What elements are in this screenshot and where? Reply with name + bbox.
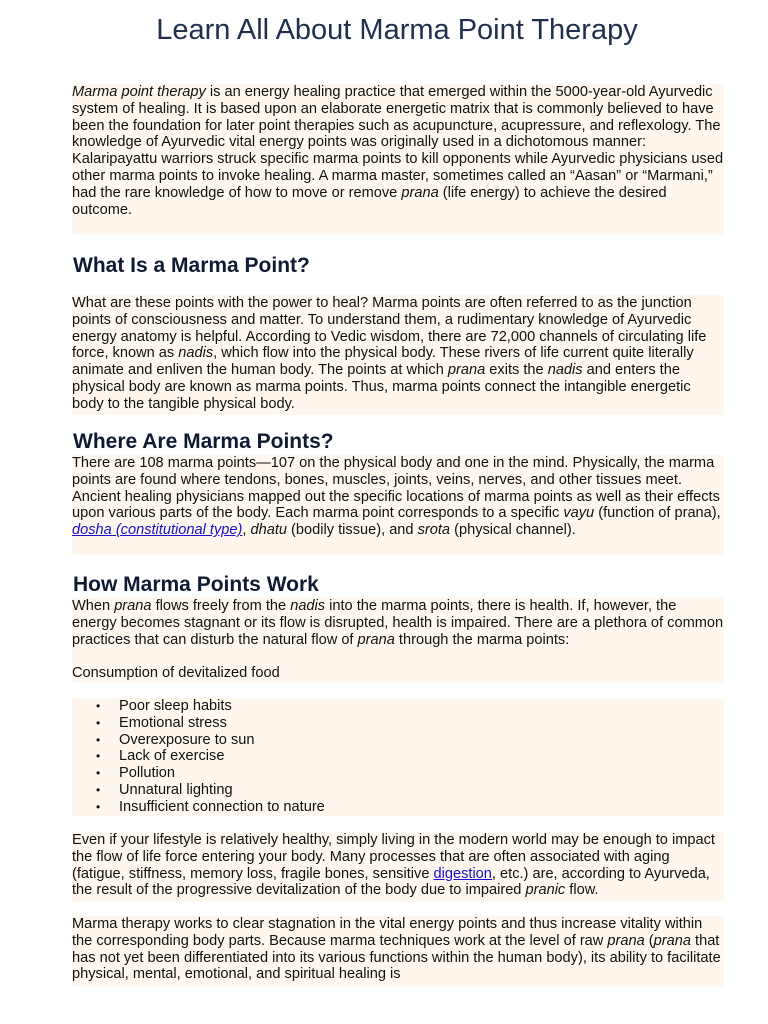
section1-block <box>72 295 724 415</box>
section3-paragraph3: Marma therapy works to clear stagnation in the vital energy points and thus increase vitality within the corresponding body parts. Because marma techniques work at the level of raw prana (prana that has not yet been differentiated into its various functions within the human body), its ability to facilitate physical, mental, emotional, and spiritual healing is <box>72 916 721 983</box>
list-item <box>72 715 724 732</box>
bullet-icon: • <box>96 782 101 797</box>
bullet-icon: • <box>96 749 101 764</box>
section2-block <box>72 455 724 555</box>
list-item <box>72 799 724 816</box>
list-item <box>72 732 724 749</box>
bullet-icon: • <box>96 799 101 814</box>
bullet-icon: • <box>96 699 101 713</box>
bullet-icon: • <box>96 732 101 747</box>
intro-block <box>72 84 724 234</box>
section1-paragraph: What are these points with the power to heal? Marma points are often referred to as the junction points of consciousness and matter. To understand them, a rudimentary knowledge of Ayurvedic energy anatomy is helpful. According to Vedic wisdom, there are 72,000 channels of circulating life force, known as nadis, which flow into the physical body. These rivers of life current quite literally animate and enliven the human body. The points at which prana exits the nadis and enters the physical body are known as marma points. Thus, marma points connect the intangible energetic body to the tangible physical body. <box>72 295 707 412</box>
section2-paragraph: There are 108 marma points—107 on the physical body and one in the mind. Physically, the marma points are found where tendons, bones, muscles, joints, veins, nerves, and other tissues meet. Ancient healing physicians mapped out the specific locations of marma points as well as their effects upon various parts of the body. Each marma point corresponds to a specific vayu (function of prana), dosha (constitutional type), dhatu (bodily tissue), and srota (physical channel). <box>72 455 721 539</box>
list-item-label: Insufficient connection to nature <box>119 798 325 815</box>
section-heading-where-are: Where Are Marma Points? <box>73 430 334 453</box>
bullet-icon: • <box>96 715 101 730</box>
section3-paragraph3-block <box>72 916 724 986</box>
list-item <box>72 698 724 715</box>
list-item-label: Poor sleep habits <box>119 698 232 714</box>
bullet-list <box>72 698 724 816</box>
intro-paragraph: Marma point therapy is an energy healing practice that emerged within the 5000-year-old Ayurvedic system of healing. It is based upon an elaborate energetic matrix that is commonly believed to have been the foundation for later point therapies such as acupuncture, acupressure, and reflexology. The knowledge of Ayurvedic vital energy points was originally used in a dichotomous manner: Kalaripayattu warriors struck specific marma points to kill opponents while Ayurvedic physicians used other marma points to invoke healing. A marma master, sometimes called an “Aasan” or “Marmani,” had the rare knowledge of how to move or remove prana (life energy) to achieve the desired outcome. <box>72 84 724 218</box>
section-heading-how-work: How Marma Points Work <box>73 573 319 596</box>
section3-paragraph2-block <box>72 832 724 902</box>
list-item-label: Pollution <box>119 765 175 782</box>
list-item-label: Lack of exercise <box>119 748 225 765</box>
list-item <box>72 765 724 782</box>
list-item-label: Emotional stress <box>119 714 227 731</box>
section-heading-what-is: What Is a Marma Point? <box>73 254 310 277</box>
section3-paragraph2: Even if your lifestyle is relatively healthy, simply living in the modern world may be enough to impact the flow of life force entering your body. Many processes that are often associated with aging (fatigue, stiffness, memory loss, fragile bones, sensitive digestion, etc.) are, according to Ayurveda, the result of the progressive devitalization of the body due to impaired pranic flow. <box>72 832 715 899</box>
intro-term: Marma point therapy <box>72 84 206 100</box>
page-title: Learn All About Marma Point Therapy <box>156 14 638 46</box>
first-list-item: Consumption of devitalized food <box>72 665 280 682</box>
list-item-label: Unnatural lighting <box>119 781 233 798</box>
list-item-label: Overexposure to sun <box>119 731 255 748</box>
section3-block <box>72 598 724 682</box>
digestion-link[interactable]: digestion <box>433 865 492 882</box>
list-item <box>72 748 724 765</box>
section3-paragraph: When prana flows freely from the nadis into the marma points, there is health. If, however, the energy becomes stagnant or its flow is disrupted, health is impaired. There are a plethora of common practices that can disturb the natural flow of prana through the marma points: <box>72 598 724 648</box>
bullet-icon: • <box>96 766 101 781</box>
list-item <box>72 782 724 799</box>
dosha-link[interactable]: dosha (constitutional type) <box>72 522 243 539</box>
bullet-list-block <box>72 698 724 816</box>
